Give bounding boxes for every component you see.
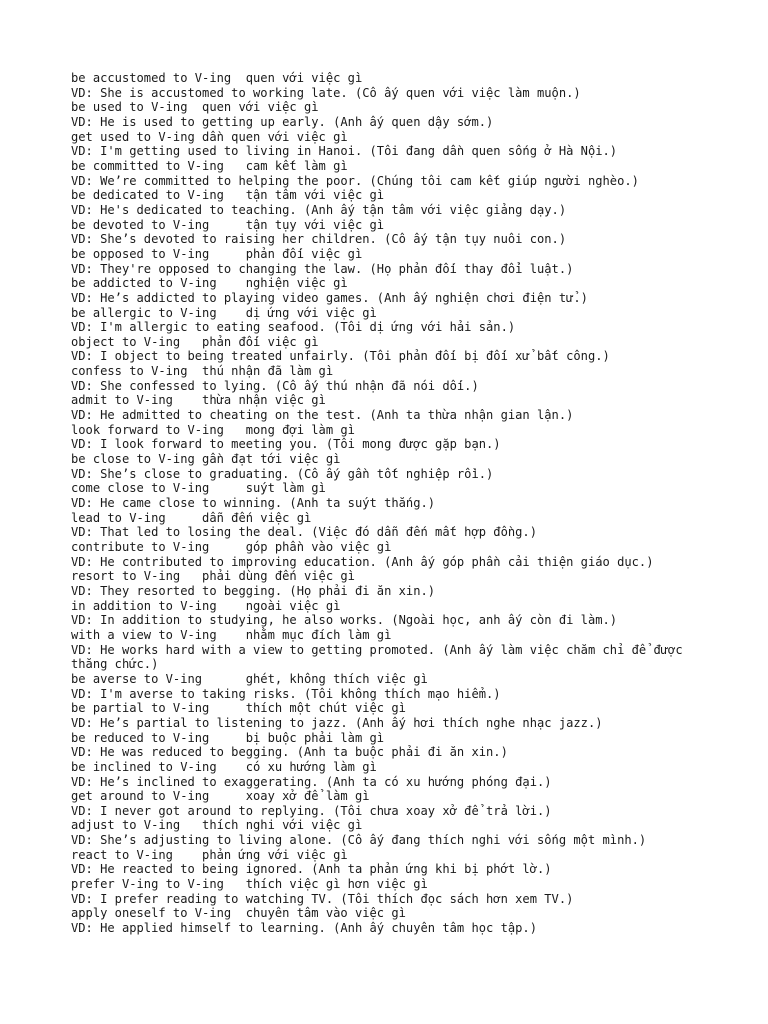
text-line: be partial to V-ing thích một chút việc gì bbox=[71, 701, 406, 716]
document-body bbox=[71, 71, 721, 936]
text-line: come close to V-ing suýt làm gì bbox=[71, 481, 326, 496]
text-line: be opposed to V-ing phản đối việc gì bbox=[71, 246, 363, 261]
text-line: VD: That led to losing the deal. (Việc đó dẫn đến mất hợp đồng.) bbox=[71, 525, 537, 540]
text-line: be addicted to V-ing nghiện việc gì bbox=[71, 276, 348, 291]
text-line: VD: He came close to winning. (Anh ta suýt thắng.) bbox=[71, 496, 436, 511]
text-line: lead to V-ing dẫn đến việc gì bbox=[71, 510, 312, 525]
text-line: VD: She confessed to lying. (Cô ấy thú nhận đã nói dối.) bbox=[71, 378, 479, 393]
text-line: admit to V-ing thừa nhận việc gì bbox=[71, 393, 326, 408]
text-line: VD: He works hard with a view to getting promoted. (Anh ấy làm việc chăm chỉ để được thăng chức.) bbox=[71, 642, 690, 672]
text-line: react to V-ing phản ứng với việc gì bbox=[71, 847, 348, 862]
text-line: be used to V-ing quen với việc gì bbox=[71, 100, 319, 115]
text-line: be devoted to V-ing tận tụy với việc gì bbox=[71, 217, 385, 232]
text-line: VD: I'm getting used to living in Hanoi. (Tôi đang dần quen sống ở Hà Nội.) bbox=[71, 144, 618, 159]
text-line: VD: He reacted to being ignored. (Anh ta phản ứng khi bị phớt lờ.) bbox=[71, 862, 552, 877]
text-line: object to V-ing phản đối việc gì bbox=[71, 334, 319, 349]
text-line: VD: I'm averse to taking risks. (Tôi không thích mạo hiểm.) bbox=[71, 686, 501, 701]
text-line: VD: He admitted to cheating on the test. (Anh ta thừa nhận gian lận.) bbox=[71, 408, 574, 423]
text-line: VD: He’s addicted to playing video games. (Anh ấy nghiện chơi điện tử.) bbox=[71, 290, 588, 305]
text-line: VD: They're opposed to changing the law. (Họ phản đối thay đổi luật.) bbox=[71, 261, 574, 276]
text-line: VD: He’s partial to listening to jazz. (Anh ấy hơi thích nghe nhạc jazz.) bbox=[71, 715, 603, 730]
text-line: VD: She is accustomed to working late. (Cô ấy quen với việc làm muộn.) bbox=[71, 85, 581, 100]
text-line: be committed to V-ing cam kết làm gì bbox=[71, 158, 348, 173]
text-line: VD: I object to being treated unfairly. (Tôi phản đối bị đối xử bất công.) bbox=[71, 349, 610, 364]
text-line: prefer V-ing to V-ing thích việc gì hơn việc gì bbox=[71, 877, 428, 892]
text-line: be accustomed to V-ing quen với việc gì bbox=[71, 71, 363, 85]
text-line: VD: He was reduced to begging. (Anh ta buộc phải đi ăn xin.) bbox=[71, 745, 508, 760]
text-line: VD: In addition to studying, he also works. (Ngoài học, anh ấy còn đi làm.) bbox=[71, 613, 618, 628]
text-line: VD: He is used to getting up early. (Anh ấy quen dậy sớm.) bbox=[71, 114, 494, 129]
text-line: get used to V-ing dần quen với việc gì bbox=[71, 129, 348, 144]
text-line: adjust to V-ing thích nghi với việc gì bbox=[71, 818, 363, 833]
text-line: VD: He applied himself to learning. (Anh ấy chuyên tâm học tập.) bbox=[71, 921, 537, 936]
text-line: VD: We’re committed to helping the poor. (Chúng tôi cam kết giúp người nghèo.) bbox=[71, 173, 639, 188]
text-line: VD: She’s devoted to raising her children. (Cô ấy tận tụy nuôi con.) bbox=[71, 232, 567, 247]
text-line: VD: They resorted to begging. (Họ phải đi ăn xin.) bbox=[71, 583, 436, 598]
text-line: resort to V-ing phải dùng đến việc gì bbox=[71, 569, 355, 584]
text-line: be averse to V-ing ghét, không thích việc gì bbox=[71, 671, 428, 686]
text-line: be close to V-ing gần đạt tới việc gì bbox=[71, 452, 341, 467]
text-line: be reduced to V-ing bị buộc phải làm gì bbox=[71, 730, 385, 745]
text-line: with a view to V-ing nhằm mục đích làm gì bbox=[71, 627, 392, 642]
text-line: apply oneself to V-ing chuyên tâm vào việc gì bbox=[71, 906, 406, 921]
text-line: in addition to V-ing ngoài việc gì bbox=[71, 598, 341, 613]
text-line: look forward to V-ing mong đợi làm gì bbox=[71, 422, 355, 437]
text-line: VD: He’s inclined to exaggerating. (Anh ta có xu hướng phóng đại.) bbox=[71, 774, 552, 789]
text-line: VD: I'm allergic to eating seafood. (Tôi dị ứng với hải sản.) bbox=[71, 320, 516, 335]
text-line: VD: She’s adjusting to living alone. (Cô ấy đang thích nghi với sống một mình.) bbox=[71, 833, 647, 848]
text-line: VD: He's dedicated to teaching. (Anh ấy tận tâm với việc giảng dạy.) bbox=[71, 202, 567, 217]
text-line: contribute to V-ing góp phần vào việc gì bbox=[71, 540, 392, 554]
text-line: VD: She’s close to graduating. (Cô ấy gần tốt nghiệp rồi.) bbox=[71, 466, 494, 481]
text-line: get around to V-ing xoay xở để làm gì bbox=[71, 789, 370, 804]
text-line: VD: I never got around to replying. (Tôi chưa xoay xở để trả lời.) bbox=[71, 803, 552, 818]
text-line: be inclined to V-ing có xu hướng làm gì bbox=[71, 759, 377, 774]
text-line: VD: I look forward to meeting you. (Tôi mong được gặp bạn.) bbox=[71, 437, 501, 452]
text-line: confess to V-ing thú nhận đã làm gì bbox=[71, 364, 334, 379]
text-line: VD: He contributed to improving education. (Anh ấy góp phần cải thiện giáo dục.) bbox=[71, 554, 654, 569]
text-line: be dedicated to V-ing tận tâm với việc gì bbox=[71, 188, 385, 203]
text-line: VD: I prefer reading to watching TV. (Tôi thích đọc sách hơn xem TV.) bbox=[71, 891, 574, 906]
text-line: be allergic to V-ing dị ứng với việc gì bbox=[71, 305, 377, 320]
